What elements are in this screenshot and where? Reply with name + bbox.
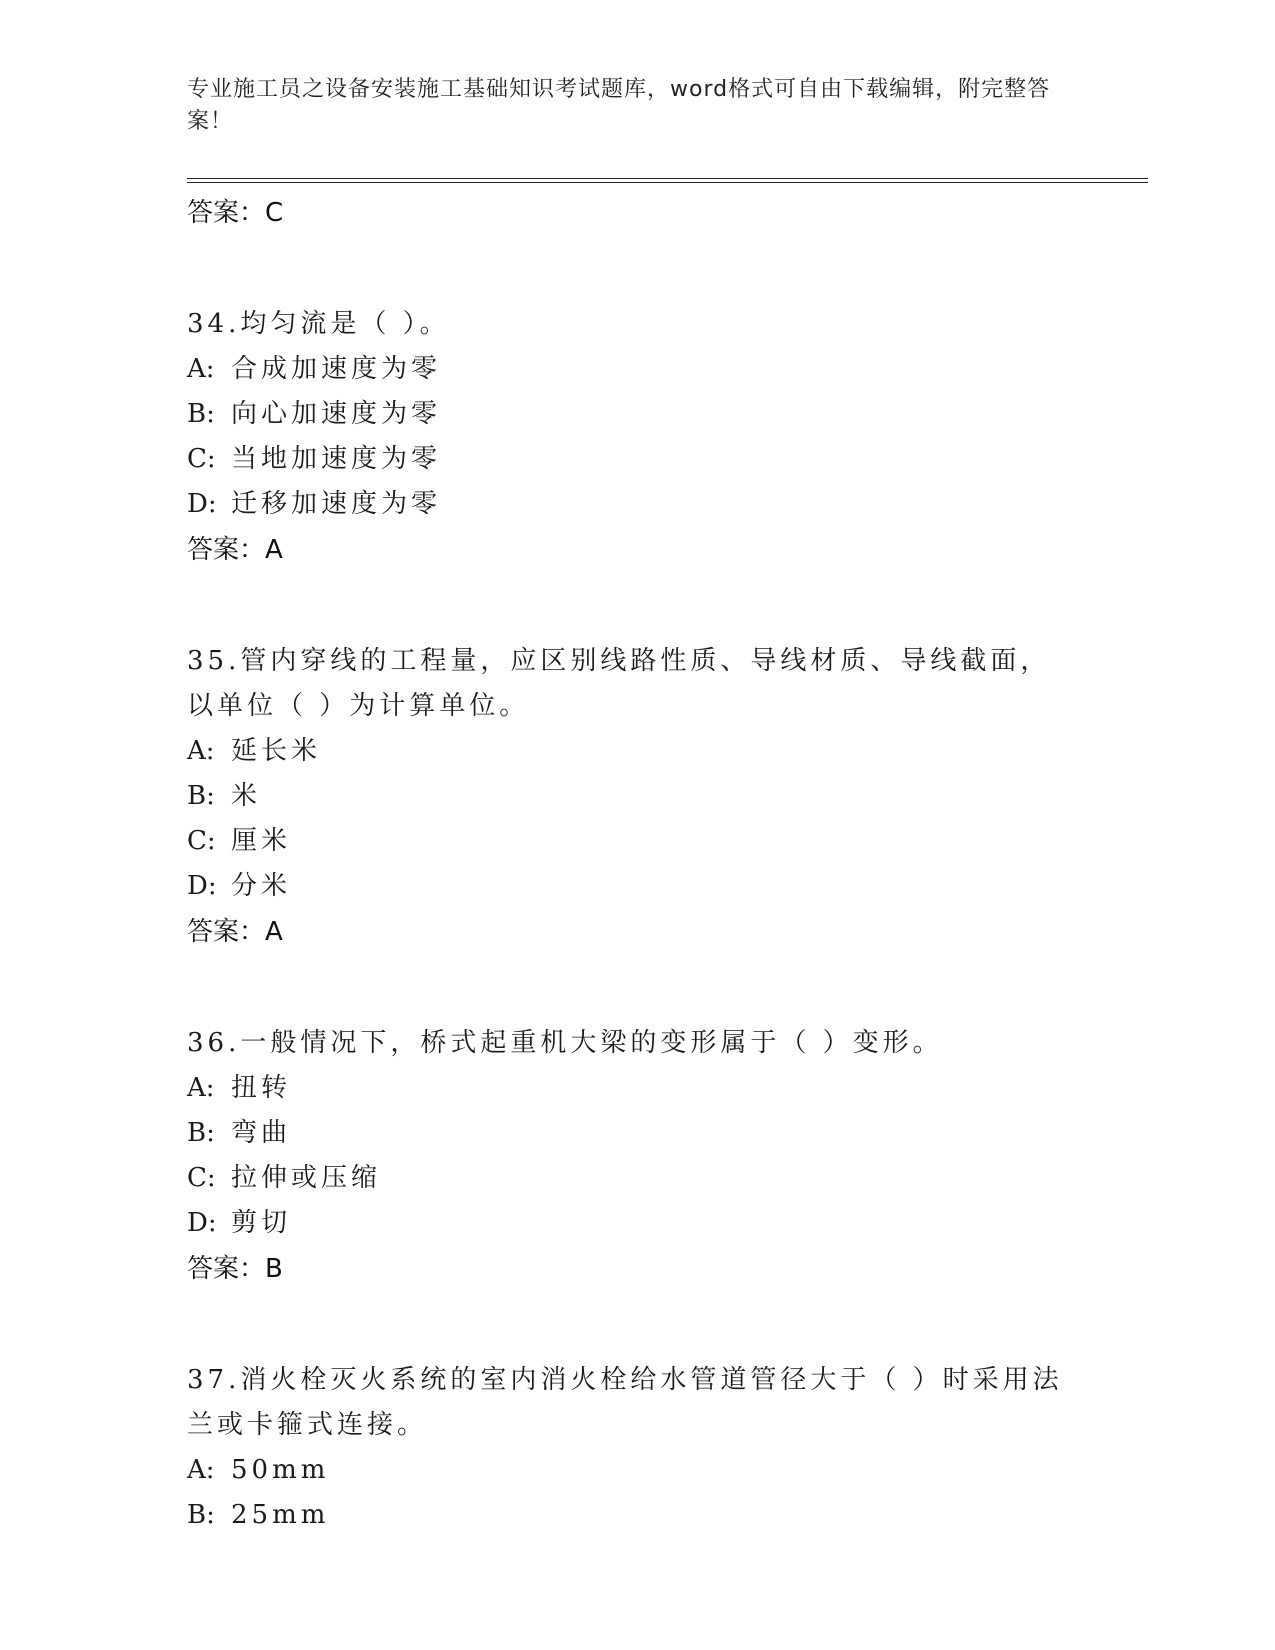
option-a	[187, 347, 1147, 392]
option-text: 弯曲	[231, 1118, 292, 1148]
option-d	[187, 864, 1147, 909]
question-number: 34.	[187, 309, 241, 339]
option-key: B:	[187, 399, 215, 429]
question-list	[187, 190, 1147, 1538]
answer-line	[187, 909, 1147, 955]
header-text: 专业施工员之设备安装施工基础知识考试题库，word格式可自由下载编辑，附完整答案！	[187, 77, 1051, 134]
option-key: D:	[187, 489, 217, 519]
question-text	[187, 1358, 1067, 1448]
option-key: A:	[187, 1073, 215, 1103]
option-key: C:	[187, 826, 216, 856]
option-key: B:	[187, 1118, 215, 1148]
question-item	[187, 302, 1147, 573]
option-c	[187, 819, 1147, 864]
option-key: D:	[187, 1208, 217, 1238]
option-c	[187, 437, 1147, 482]
option-text: 扭转	[231, 1073, 292, 1103]
option-text: 米	[231, 781, 262, 811]
answer-value: A	[265, 917, 283, 947]
document-header	[187, 74, 1067, 138]
answer-line	[187, 527, 1147, 573]
answer-prefix: 答案：	[187, 535, 266, 565]
option-b	[187, 392, 1147, 437]
option-text: 合成加速度为零	[231, 354, 442, 384]
option-key: C:	[187, 444, 216, 474]
question-item	[187, 1021, 1147, 1292]
option-text: 25mm	[231, 1500, 330, 1530]
answer-value: B	[265, 1254, 283, 1284]
option-text: 剪切	[231, 1208, 292, 1238]
option-key: A:	[187, 354, 215, 384]
question-stem: 管内穿线的工程量，应区别线路性质、导线材质、导线截面，以单位（ ）为计算单位。	[187, 646, 1051, 721]
option-a	[187, 1448, 1147, 1493]
question-number: 36.	[187, 1028, 241, 1058]
option-b	[187, 774, 1147, 819]
option-text: 拉伸或压缩	[231, 1163, 382, 1193]
question-text	[187, 639, 1067, 729]
option-c	[187, 1156, 1147, 1201]
option-text: 延长米	[231, 736, 322, 766]
option-a	[187, 729, 1147, 774]
question-text	[187, 302, 1067, 347]
question-item	[187, 639, 1147, 955]
option-key: B:	[187, 1500, 215, 1530]
question-text	[187, 1021, 1067, 1066]
question-number: 37.	[187, 1365, 241, 1395]
question-number: 35.	[187, 646, 241, 676]
answer-value: A	[265, 535, 283, 565]
option-d	[187, 482, 1147, 527]
question-stem: 均匀流是（ ）。	[240, 309, 450, 339]
option-key: D:	[187, 871, 217, 901]
option-b	[187, 1493, 1147, 1538]
answer-line	[187, 1246, 1147, 1292]
option-key: C:	[187, 1163, 216, 1193]
option-text: 分米	[231, 871, 292, 901]
option-d	[187, 1201, 1147, 1246]
header-divider	[187, 178, 1148, 183]
option-text: 迁移加速度为零	[231, 489, 442, 519]
option-text: 50mm	[231, 1455, 330, 1485]
option-key: A:	[187, 736, 215, 766]
answer-value: C	[265, 198, 284, 228]
question-item	[187, 1358, 1147, 1538]
option-key: B:	[187, 781, 215, 811]
answer-line	[187, 190, 1147, 236]
option-text: 当地加速度为零	[231, 444, 442, 474]
answer-prefix: 答案：	[187, 1254, 266, 1284]
question-stem: 一般情况下，桥式起重机大梁的变形属于（ ）变形。	[240, 1028, 943, 1058]
option-key: A:	[187, 1455, 215, 1485]
answer-prefix: 答案：	[187, 198, 266, 228]
answer-prefix: 答案：	[187, 917, 266, 947]
option-b	[187, 1111, 1147, 1156]
option-text: 厘米	[231, 826, 292, 856]
question-stem: 消火栓灭火系统的室内消火栓给水管道管径大于（ ）时采用法兰或卡箍式连接。	[187, 1365, 1063, 1440]
option-a	[187, 1066, 1147, 1111]
option-text: 向心加速度为零	[231, 399, 442, 429]
